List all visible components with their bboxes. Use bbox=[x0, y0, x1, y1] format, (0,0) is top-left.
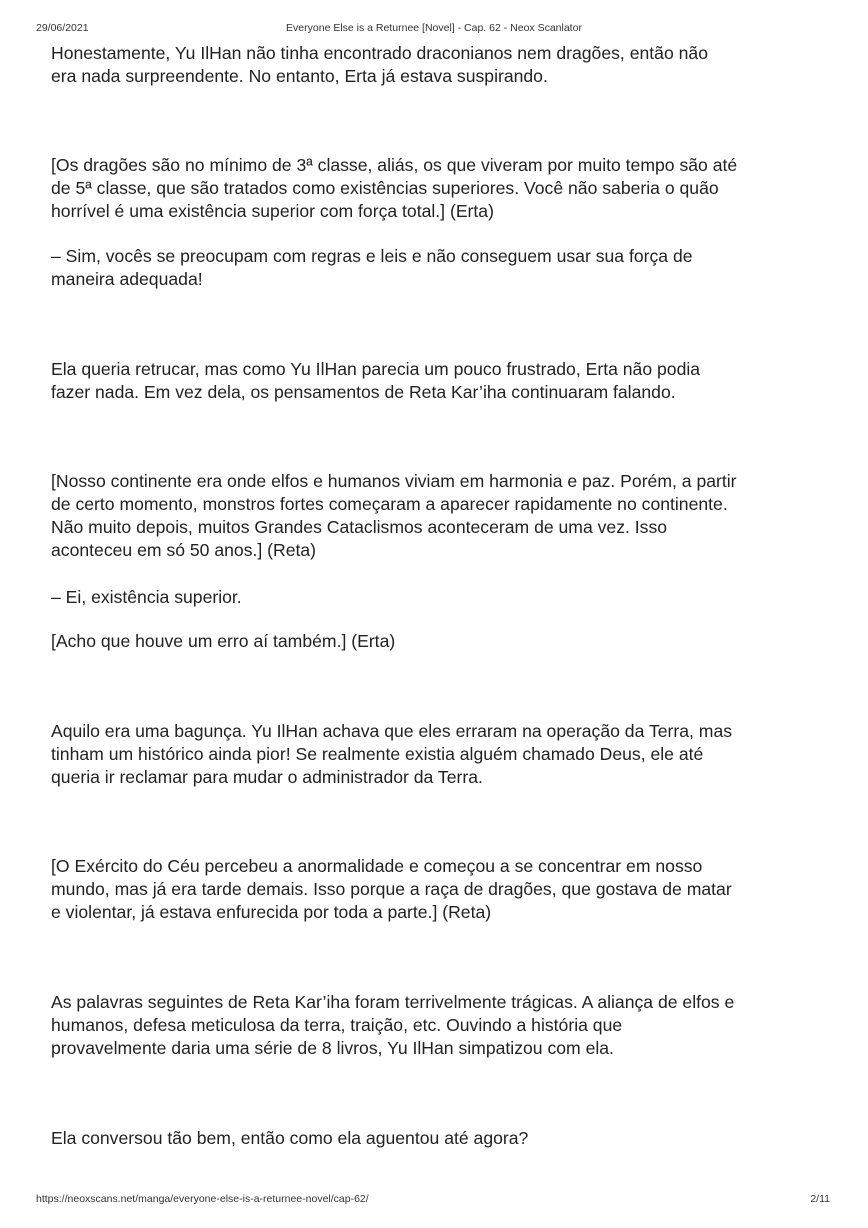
page-number: 2/11 bbox=[810, 1193, 830, 1205]
paragraph-10: As palavras seguintes de Reta Kar’iha foram terrivelmente trágicas. A aliança de elfos e humanos, defesa meticulosa da terra, traição, etc. Ouvindo a história que provavelmente daria uma série de 8 livros, Yu IlHan simpatizou com ela. bbox=[51, 992, 735, 1058]
paragraph-8: Aquilo era uma bagunça. Yu IlHan achava que eles erraram na operação da Terra, mas tinham um histórico ainda pior! Se realmente existia alguém chamado Deus, ele até queria ir reclamar para mudar o administrador da Terra. bbox=[51, 721, 733, 787]
paragraph-3: – Sim, vocês se preocupam com regras e leis e não conseguem usar sua força de maneira adequada! bbox=[51, 246, 693, 289]
paragraph-2: [Os dragões são no mínimo de 3ª classe, aliás, os que viveram por muito tempo são até de 5ª classe, que são tratados como existências superiores. Você não saberia o quão horrível é uma existência superior com força total.] (Erta) bbox=[51, 155, 738, 221]
print-date: 29/06/2021 bbox=[36, 22, 89, 34]
paragraph-7: [Acho que houve um erro aí também.] (Erta) bbox=[51, 631, 396, 651]
page-title: Everyone Else is a Returnee [Novel] - Cap. 62 - Neox Scanlator bbox=[286, 22, 582, 34]
paragraph-11: Ela conversou tão bem, então como ela aguentou até agora? bbox=[51, 1128, 529, 1148]
paragraph-5: [Nosso continente era onde elfos e humanos viviam em harmonia e paz. Porém, a partir de certo momento, monstros fortes começaram a aparecer rapidamente no continente. Não muito depois, muitos Grandes Cataclismos aconteceram de uma vez. Isso aconteceu em só 50 anos.] (Reta) bbox=[51, 471, 737, 560]
source-url: https://neoxscans.net/manga/everyone-else-is-a-returnee-novel/cap-62/ bbox=[36, 1193, 369, 1205]
paragraph-9: [O Exército do Céu percebeu a anormalidade e começou a se concentrar em nosso mundo, mas já era tarde demais. Isso porque a raça de dragões, que gostava de matar e violentar, já estava enfurecida por toda a parte.] (Reta) bbox=[51, 856, 732, 922]
paragraph-6: – Ei, existência superior. bbox=[51, 587, 242, 607]
paragraph-4: Ela queria retrucar, mas como Yu IlHan parecia um pouco frustrado, Erta não podia fazer nada. Em vez dela, os pensamentos de Reta Kar’iha continuaram falando. bbox=[51, 359, 701, 402]
paragraph-1: Honestamente, Yu IlHan não tinha encontrado draconianos nem dragões, então não era nada surpreendente. No entanto, Erta já estava suspirando. bbox=[51, 43, 708, 86]
